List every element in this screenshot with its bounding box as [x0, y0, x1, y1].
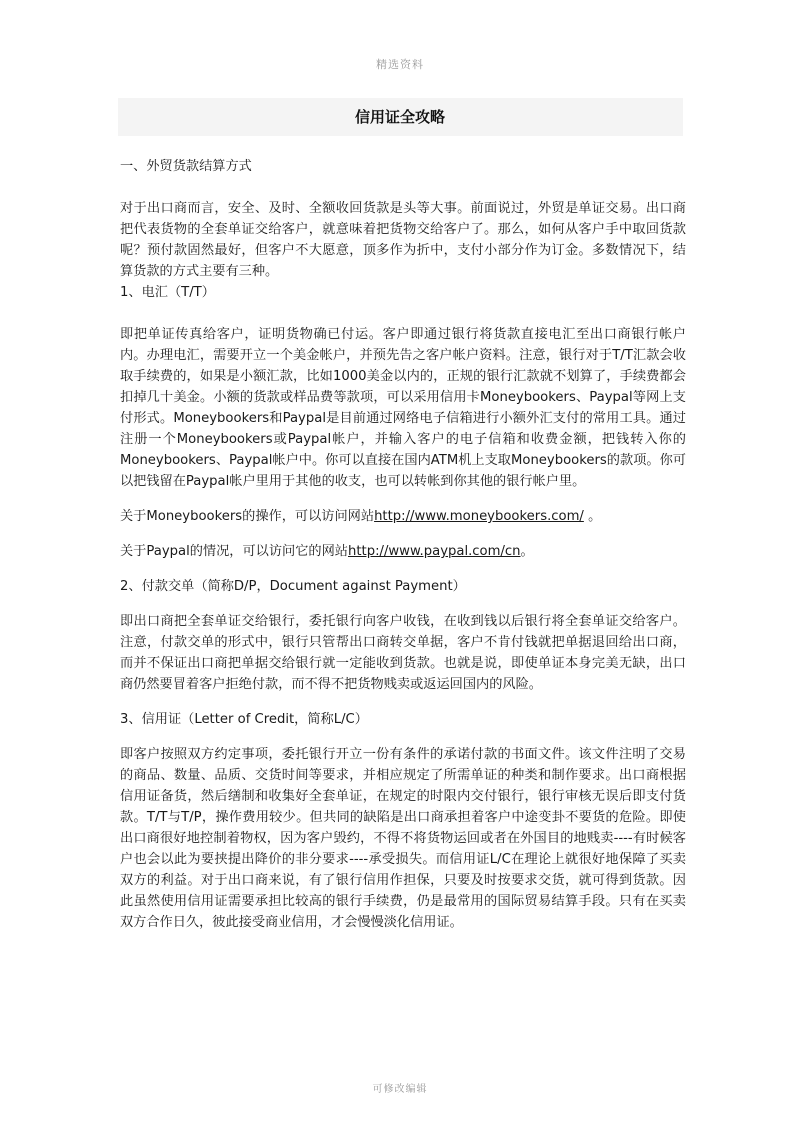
moneybookers-suffix: 。: [583, 509, 602, 524]
paypal-suffix: 。: [520, 544, 534, 559]
moneybookers-link[interactable]: http://www.moneybookers.com/: [374, 509, 584, 524]
dp-heading: 2、付款交单（简称D/P，Document against Payment）: [120, 579, 466, 594]
lc-heading: 3、信用证（Letter of Credit，简称L/C）: [120, 712, 368, 727]
moneybookers-line: [120, 506, 686, 527]
document-body: [120, 156, 686, 933]
document-title: 信用证全攻略: [354, 108, 445, 126]
section-1-heading: 一、外贸货款结算方式: [120, 159, 252, 174]
page-footer: 可修改编辑: [372, 1084, 428, 1095]
page-header: 精选资料: [376, 58, 424, 71]
tt-paragraph: 即把单证传真给客户，证明货物确已付运。客户即通过银行将货款直接电汇至出口商银行帐户内。办理电汇，需要开立一个美金帐户，并预先告之客户帐户资料。注意，银行对于T/T汇款会收取手续费的，如果是小额汇款，比如1000美金以内的，正规的银行汇款就不划算了，手续费都会扣掉几十美金。小额的货款或样品费等款项，可以采用信用卡Moneybookers、Paypal等网上支付形式。Moneybookers和Paypal是目前通过网络电子信箱进行小额外汇支付的常用工具。通过注册一个Moneybookers或Paypal帐户，并输入客户的电子信箱和收费金额，把钱转入你的Moneybookers、Paypal帐户中。你可以直接在国内ATM机上支取Moneybookers的款项。你可以把钱留在Paypal帐户里用于其他的收支，也可以转帐到你其他的银行帐户里。: [120, 327, 686, 489]
paypal-prefix: 关于Paypal的情况，可以访问它的网站: [120, 544, 348, 559]
paypal-line: [120, 541, 686, 562]
dp-paragraph: 即出口商把全套单证交给银行，委托银行向客户收钱，在收到钱以后银行将全套单证交给客户。注意，付款交单的形式中，银行只管帮出口商转交单据，客户不肯付钱就把单据退回给出口商，而并不保证出口商把单据交给银行就一定能收到货款。也就是说，即使单证本身完美无缺，出口商仍然要冒着客户拒绝付款，而不得不把货物贱卖或返运回国内的风险。: [120, 614, 686, 692]
lc-paragraph: 即客户按照双方约定事项，委托银行开立一份有条件的承诺付款的书面文件。该文件注明了交易的商品、数量、品质、交货时间等要求，并相应规定了所需单证的种类和制作要求。出口商根据信用证备货，然后缮制和收集好全套单证，在规定的时限内交付银行，银行审核无误后即支付货款。T/T与T/P，操作费用较少。但共同的缺陷是出口商承担着客户中途变卦不要货的危险。即使出口商很好地控制着物权，因为客户毁约，不得不将货物运回或者在外国目的地贱卖----有时候客户也会以此为要挟提出降价的非分要求----承受损失。而信用证L/C在理论上就很好地保障了买卖双方的利益。对于出口商来说，有了银行信用作担保，只要及时按要求交货，就可得到货款。因此虽然使用信用证需要承担比较高的银行手续费，仍是最常用的国际贸易结算手段。只有在买卖双方合作日久，彼此接受商业信用，才会慢慢淡化信用证。: [120, 747, 686, 930]
paypal-link[interactable]: http://www.paypal.com/cn: [348, 544, 521, 559]
tt-heading: 1、电汇（T/T）: [120, 285, 215, 300]
moneybookers-prefix: 关于Moneybookers的操作，可以访问网站: [120, 509, 375, 524]
section-1-paragraph: 对于出口商而言，安全、及时、全额收回货款是头等大事。前面说过，外贸是单证交易。出口商把代表货物的全套单证交给客户，就意味着把货物交给客户了。那么，如何从客户手中取回货款呢？预付款固然最好，但客户不大愿意，顶多作为折中，支付小部分作为订金。多数情况下，结算货款的方式主要有三种。: [120, 201, 686, 279]
